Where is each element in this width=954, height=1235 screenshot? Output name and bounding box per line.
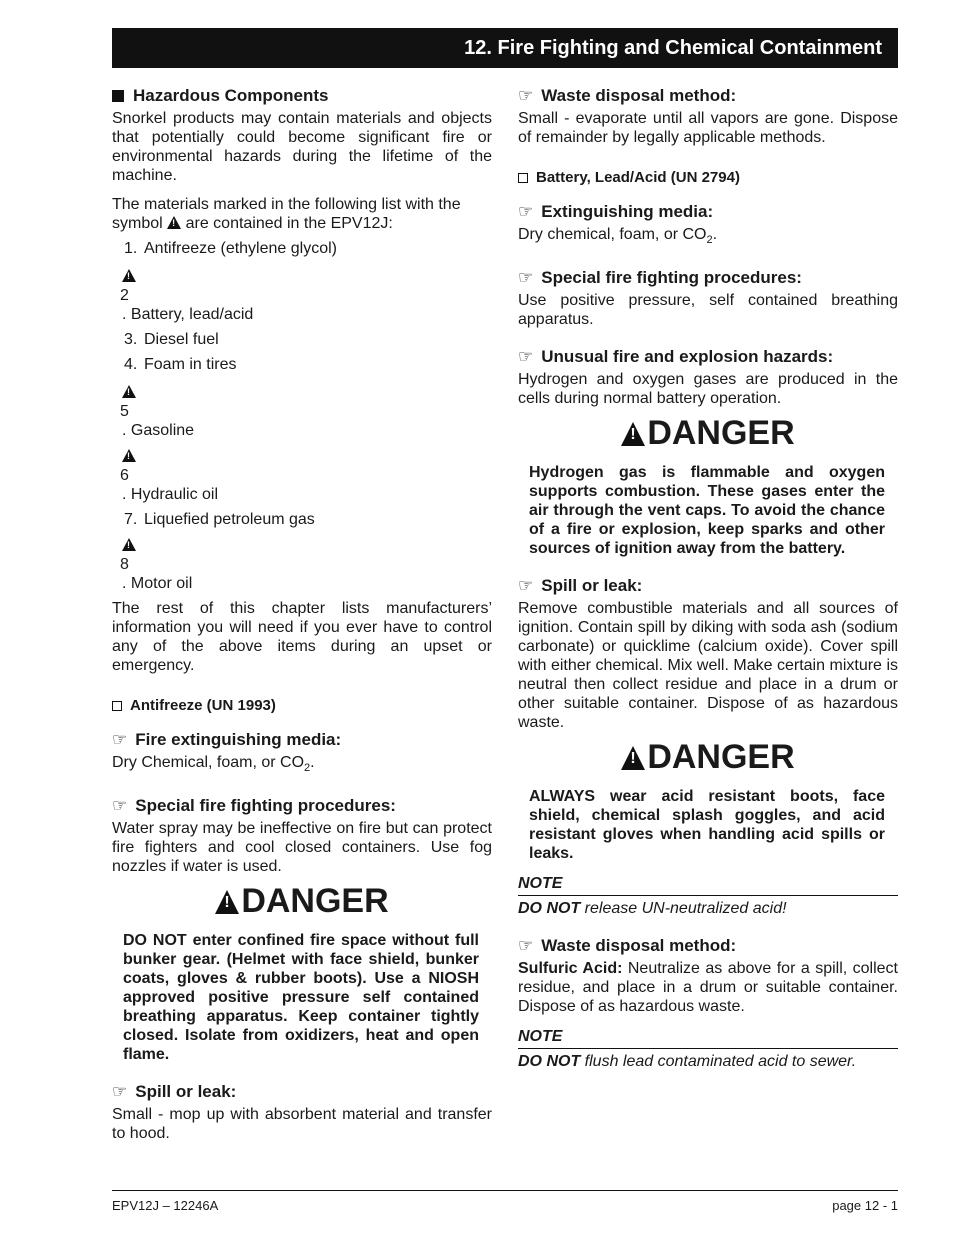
pointing-hand-icon: ☞ [518, 576, 534, 596]
item-number: 4. [124, 356, 138, 373]
list-item [112, 239, 492, 258]
warning-triangle-icon [122, 449, 136, 462]
waste-disposal-text [518, 959, 898, 1016]
fire-ext-main: Dry Chemical, foam, or CO [112, 754, 305, 771]
note-bold: DO NOT [518, 900, 581, 918]
note-text [518, 900, 898, 918]
danger-box [518, 414, 898, 558]
special-procedures-label: Special fire fighting procedures: [135, 796, 396, 816]
special-procedures-heading [518, 268, 898, 288]
note-heading: NOTE [518, 1028, 898, 1049]
unusual-hazards-text: Hydrogen and oxygen gases are produced in the cells during normal battery operation. [518, 371, 898, 408]
danger-title [518, 738, 898, 777]
fire-ext-subscript: 2 [304, 762, 311, 775]
pointing-hand-icon: ☞ [112, 1082, 128, 1102]
waste-disposal-heading [518, 936, 898, 956]
special-procedures-heading [112, 796, 492, 816]
fire-extinguishing-heading [112, 730, 492, 750]
unusual-hazards-heading [518, 347, 898, 367]
danger-triangle-icon [621, 746, 645, 770]
antifreeze-heading [112, 697, 492, 714]
pointing-hand-icon: ☞ [112, 730, 128, 749]
battery-heading-label: Battery, Lead/Acid (UN 2794) [536, 169, 740, 186]
materials-list [112, 239, 492, 593]
checkbox-square-icon [112, 701, 122, 711]
hazard-heading [112, 86, 492, 106]
spill-leak-text: Small - mop up with absorbent material and transfer to hood. [112, 1106, 492, 1143]
waste-body: Neutralize as above for a spill, collect residue, and place in a drum or suitable container. Dispose of as hazardous waste. [518, 960, 898, 1016]
danger-title [112, 882, 492, 921]
note-heading: NOTE [518, 875, 898, 896]
danger-box [518, 738, 898, 863]
left-column [112, 86, 492, 1143]
footer-page-number: page 12 - 1 [832, 1198, 898, 1213]
special-procedures-text: Water spray may be ineffective on fire but can protect fire fighters and cool closed containers. Use fog nozzles if water is used. [112, 820, 492, 876]
item-number: 8 [120, 556, 129, 573]
pointing-hand-icon: ☞ [518, 347, 534, 367]
list-item [112, 533, 492, 593]
battery-heading [518, 169, 898, 186]
hazard-paragraph-2 [112, 195, 492, 233]
pointing-hand-icon: ☞ [518, 202, 534, 221]
pointing-hand-icon: ☞ [518, 86, 534, 105]
hazard-p2-start: The materials marked in the following list with the symbol [112, 196, 461, 232]
pointing-hand-icon: ☞ [518, 936, 534, 956]
right-column [518, 86, 898, 1071]
item-label: . Hydraulic oil [122, 486, 219, 503]
warning-triangle-icon [122, 385, 136, 398]
warning-triangle-icon [167, 216, 181, 229]
item-number: 5 [120, 403, 129, 420]
spill-leak-label: Spill or leak: [541, 576, 643, 596]
hazard-p2-end: are contained in the EPV12J: [185, 215, 393, 232]
waste-disposal-heading [518, 86, 898, 106]
fire-extinguishing-text [112, 753, 492, 778]
special-procedures-text: Use positive pressure, self contained breathing apparatus. [518, 292, 898, 329]
extinguishing-text [518, 225, 898, 250]
danger-text: DO NOT enter confined fire space without full bunker gear. (Helmet with face shield, bunker coats, gloves & rubber boots). Use a NIOSH approved positive pressure self contained breathing apparatus. Keep container tightly closed. Isolate from oxidizers, heat and open flame. [123, 932, 479, 1064]
footer-rule [112, 1190, 898, 1191]
danger-title-label: DANGER [647, 414, 795, 453]
special-procedures-label: Special fire fighting procedures: [541, 268, 802, 288]
footer-doc-id: EPV12J – 12246A [112, 1198, 219, 1213]
note-bold: DO NOT [518, 1053, 581, 1071]
note-text [518, 1053, 898, 1071]
list-item [112, 510, 492, 529]
checkbox-square-icon [518, 173, 528, 183]
extinguishing-label: Extinguishing media: [541, 202, 714, 221]
pointing-hand-icon: ☞ [518, 268, 534, 288]
spill-leak-text: Remove combustible materials and all sources of ignition. Contain spill by diking with soda ash (sodium carbonate) or quicklime (calcium oxide). Cover spill with either chemical. Mix well. Make certain mixture is neutral then collect residue and place in a drum or other suitable container. Dispose of as hazardous waste. [518, 600, 898, 732]
danger-text: ALWAYS wear acid resistant boots, face shield, chemical splash goggles, and acid resistant gloves when handling acid spills or leaks. [529, 788, 885, 863]
warning-triangle-icon [122, 538, 136, 551]
pointing-hand-icon: ☞ [112, 796, 128, 816]
waste-disposal-label: Waste disposal method: [541, 86, 737, 105]
rest-paragraph: The rest of this chapter lists manufacturers’ information you will need if you ever have to control any of the above items during an upset or emergency. [112, 600, 492, 674]
danger-title-label: DANGER [647, 738, 795, 777]
item-label: . Motor oil [122, 575, 193, 592]
item-label: Foam in tires [144, 356, 237, 373]
chapter-header [112, 28, 898, 68]
danger-title-label: DANGER [241, 882, 389, 921]
danger-triangle-icon [215, 890, 239, 914]
danger-triangle-icon [621, 422, 645, 446]
ext-end: . [712, 226, 718, 243]
waste-disposal-text: Small - evaporate until all vapors are gone. Dispose of remainder by legally applicable methods. [518, 110, 898, 146]
note-body: flush lead contaminated acid to sewer. [580, 1053, 857, 1071]
fire-extinguishing-label: Fire extinguishing media: [135, 730, 342, 749]
list-item [112, 264, 492, 324]
fire-ext-end: . [310, 754, 315, 771]
waste-bold: Sulfuric Acid: [518, 960, 623, 978]
item-label: . Battery, lead/acid [122, 306, 254, 323]
item-number: 1. [124, 240, 138, 257]
danger-title [518, 414, 898, 453]
item-number: 2 [120, 287, 129, 304]
item-number: 7. [124, 511, 138, 528]
ext-main: Dry chemical, foam, or CO [518, 226, 707, 243]
unusual-hazards-label: Unusual fire and explosion hazards: [541, 347, 834, 367]
antifreeze-heading-label: Antifreeze (UN 1993) [130, 697, 276, 714]
item-label: Liquefied petroleum gas [144, 511, 315, 528]
spill-leak-heading [112, 1082, 492, 1102]
list-item [112, 444, 492, 504]
waste-disposal-label: Waste disposal method: [541, 936, 737, 956]
list-item [112, 330, 492, 349]
list-item [112, 380, 492, 440]
item-number: 6 [120, 467, 129, 484]
item-label: Diesel fuel [144, 331, 219, 348]
extinguishing-heading [518, 202, 898, 222]
ext-subscript: 2 [706, 234, 713, 247]
chapter-title: 12. Fire Fighting and Chemical Containment [464, 36, 882, 59]
item-label: . Gasoline [122, 422, 195, 439]
item-number: 3. [124, 331, 138, 348]
warning-triangle-icon [122, 269, 136, 282]
item-label: Antifreeze (ethylene glycol) [144, 240, 337, 257]
danger-text: Hydrogen gas is flammable and oxygen supports combustion. These gases enter the air through the vent caps. To avoid the chance of a fire or explosion, keep sparks and other sources of ignition away from the battery. [529, 464, 885, 558]
note-body: release UN-neutralized acid! [580, 900, 787, 918]
square-bullet-icon [112, 90, 124, 102]
spill-leak-label: Spill or leak: [135, 1082, 237, 1102]
hazard-paragraph-1: Snorkel products may contain materials and objects that potentially could become significant fire or environmental hazards during the lifetime of the machine. [112, 110, 492, 184]
danger-box [112, 882, 492, 1064]
hazard-heading-label: Hazardous Components [133, 86, 329, 105]
spill-leak-heading [518, 576, 898, 596]
list-item [112, 355, 492, 374]
